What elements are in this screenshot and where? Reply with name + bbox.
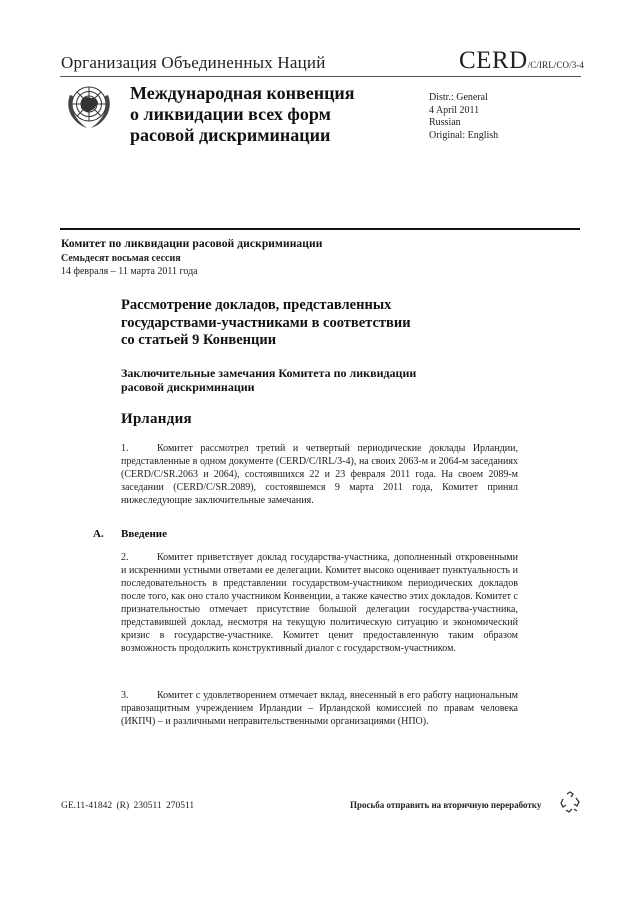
document-language: Russian	[429, 117, 461, 128]
document-title-line: Рассмотрение докладов, представленных	[121, 297, 392, 313]
paragraph-3	[121, 689, 518, 728]
paragraph-text: Комитет с удовлетворением отмечает вклад, внесенный в его работу национальным правозащитным учреждением Ирландии – Ирландской комиссией по правам человека (ИКПЧ) – и различными неправительственными организациями (НПО).	[121, 690, 518, 727]
paragraph-text: Комитет приветствует доклад государства-участника, дополненный откровенными и искренними устными ответами ее делегации. Комитет высоко оценивает пунктуальность и последовательность в представлении государством-участником периодических докладов после того, как оно стало участником Конвенции, а также качество этих докладов. Комитет с признательностью отмечает присутствие большой делегации государства-участника, представившей доклад, несмотря на текущую политическую ситуацию и экономический кризис в государстве-участнике. Комитет ценит предоставленную таким образом возможность продолжить конструктивный диалог с государством-участником.	[121, 552, 518, 654]
issue-date: 4 April 2011	[429, 104, 480, 116]
session-name: Семьдесят восьмая сессия	[61, 253, 181, 264]
header-rule	[60, 76, 581, 77]
original-language: Original: English	[429, 129, 499, 141]
paragraph-2	[121, 551, 518, 655]
document-symbol	[459, 47, 584, 75]
document-title	[121, 297, 411, 350]
paragraph-1	[121, 442, 518, 507]
country-heading: Ирландия	[121, 411, 192, 427]
symbol-main: CERD	[459, 47, 528, 74]
distribution-type: Distr.: General	[429, 92, 488, 103]
session-dates: 14 февраля – 11 марта 2011 года	[61, 266, 198, 277]
document-subtitle-line: расовой дискриминации	[121, 380, 255, 394]
document-title-line: государствами-участниками в соответствии	[121, 314, 411, 331]
convention-title	[130, 83, 355, 146]
convention-title-line: расовой дискриминации	[130, 125, 331, 145]
section-heading	[93, 528, 167, 540]
un-emblem-icon	[63, 81, 115, 133]
section-letter: A.	[93, 528, 104, 540]
recycle-notice: Просьба отправить на вторичную переработку	[350, 800, 542, 810]
masthead-rule	[60, 228, 580, 230]
document-title-line: со статьей 9 Конвенции	[121, 332, 277, 348]
document-subtitle	[121, 366, 416, 394]
committee-name: Комитет по ликвидации расовой дискриминации	[61, 238, 323, 250]
convention-title-line: Международная конвенция	[130, 83, 355, 103]
convention-title-line: о ликвидации всех форм	[130, 104, 331, 124]
symbol-suffix: /C/IRL/CO/3-4	[527, 60, 584, 70]
document-subtitle-line: Заключительные замечания Комитета по ликвидации	[121, 366, 417, 380]
paragraph-number: 3.	[121, 690, 129, 701]
section-title: Введение	[121, 528, 168, 540]
job-number: GE.11-41842 (R) 230511 270511	[61, 801, 195, 811]
paragraph-number: 1.	[121, 443, 129, 454]
paragraph-number: 2.	[121, 552, 129, 563]
paragraph-text: Комитет рассмотрел третий и четвертый периодические доклады Ирландии, представленные в одном документе (CERD/C/IRL/3-4), на своих 2063-м и 2064-м заседаниях (CERD/C/SR.2063 и 2064), состоявшихся 22 и 23 февраля 2011 года. На своем 2089-м заседании (CERD/C/SR.2089), состоявшемся 9 марта 2011 года, Комитет принял нижеследующие заключительные замечания.	[121, 443, 518, 506]
recycle-icon	[558, 790, 582, 814]
organization-name: Организация Объединенных Наций	[61, 53, 326, 72]
distribution-block	[429, 92, 498, 142]
